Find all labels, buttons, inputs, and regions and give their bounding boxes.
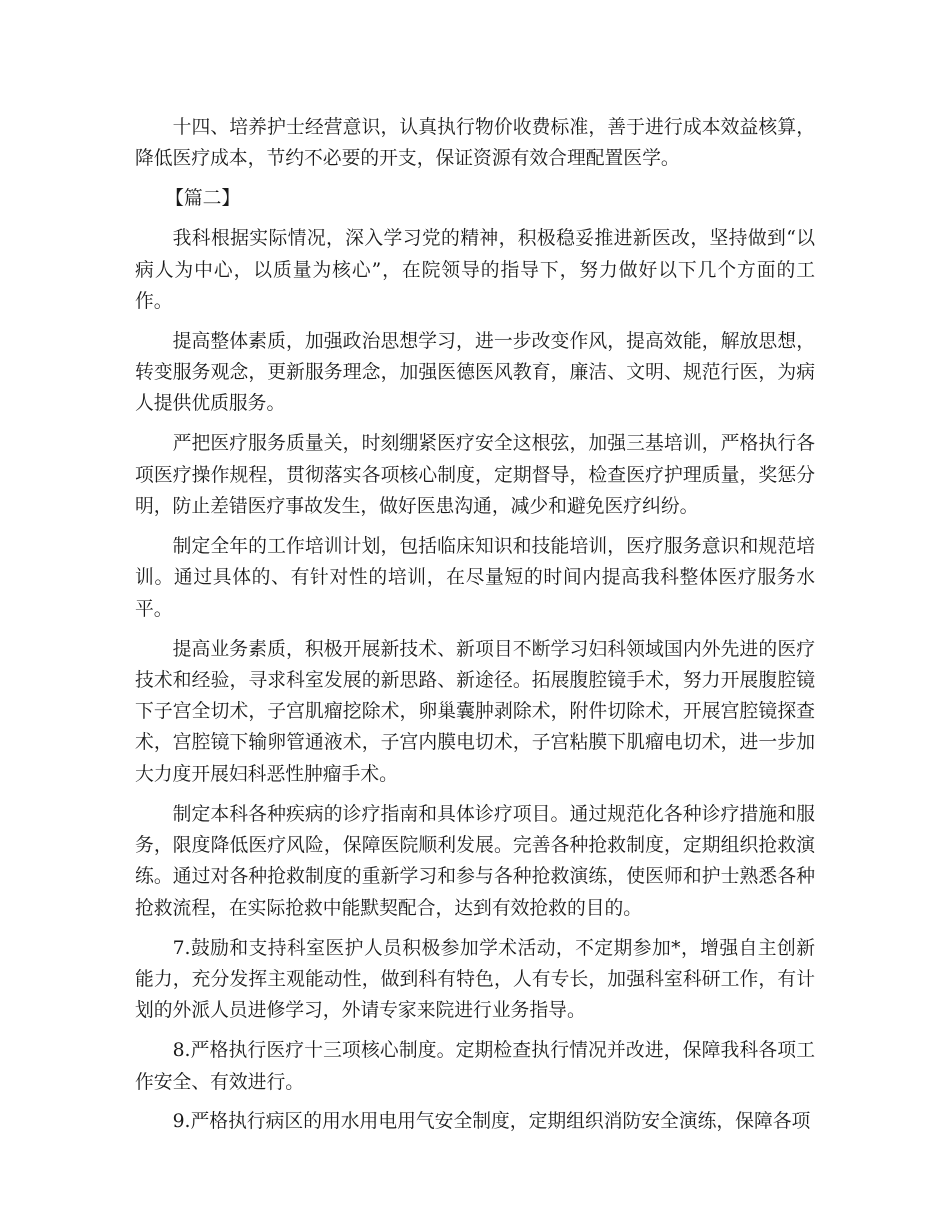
document-page xyxy=(135,112,815,1146)
section-heading-part-two: 【篇二】 xyxy=(165,188,241,210)
paragraph-training: 制定全年的工作培训计划，包括临床知识和技能培训，医疗服务意识和规范培训。通过具体的、有针对性的培训，在尽量短的时间内提高我科整体医疗服务水平。 xyxy=(135,536,815,620)
paragraph-quality: 提高整体素质，加强政治思想学习，进一步改变作风，提高效能，解放思想，转变服务观念，更新服务理念，加强医德医风教育，廉洁、文明、规范行医，为病人提供优质服务。 xyxy=(135,330,815,415)
paragraph-techniques: 提高业务素质，积极开展新技术、新项目不断学习妇科领域国内外先进的医疗技术和经验，寻求科室发展的新思路、新途径。拓展腹腔镜手术，努力开展腹腔镜下子宫全切术，子宫肌瘤挖除术，卵巢囊肿剥除术，附件切除术，开展宫腔镜探查术，宫腔镜下输卵管通液术，子宫内膜电切术，子宫粘膜下肌瘤电切术，进一步加大力度开展妇科恶性肿瘤手术。 xyxy=(135,638,815,785)
paragraph-intro: 我科根据实际情况，深入学习党的精神，积极稳妥推进新医改，坚持做到“以病人为中心，以质量为核心”，在院领导的指导下，努力做好以下几个方面的工作。 xyxy=(135,228,815,312)
paragraph-guidelines: 制定本科各种疾病的诊疗指南和具体诊疗项目。通过规范化各种诊疗措施和服务，限度降低医疗风险，保障医院顺利发展。完善各种抢救制度，定期组织抢救演练。通过对各种抢救制度的重新学习和参与各种抢救演练，使医师和护士熟悉各种抢救流程，在实际抢救中能默契配合，达到有效抢救的目的。 xyxy=(135,803,815,919)
paragraph-safety: 严把医疗服务质量关，时刻绷紧医疗安全这根弦，加强三基培训，严格执行各项医疗操作规程，贯彻落实各项核心制度，定期督导，检查医疗护理质量，奖惩分明，防止差错医疗事故发生，做好医患沟通，减少和避免医疗纠纷。 xyxy=(135,433,815,518)
paragraph-item-9: 9.严格执行病区的用水用电用气安全制度，定期组织消防安全演练，保障各项 xyxy=(172,1111,811,1133)
paragraph-item-8: 8.严格执行医疗十三项核心制度。定期检查执行情况并改进，保障我科各项工作安全、有效进行。 xyxy=(135,1040,815,1093)
paragraph-item-14: 十四、培养护士经营意识，认真执行物价收费标准，善于进行成本效益核算，降低医疗成本，节约不必要的开支，保证资源有效合理配置医学。 xyxy=(135,117,815,170)
paragraph-item-7: 7.鼓励和支持科室医护人员积极参加学术活动，不定期参加*，增强自主创新能力，充分发挥主观能动性，做到科有特色，人有专长，加强科室科研工作，有计划的外派人员进修学习，外请专家来院进行业务指导。 xyxy=(135,937,815,1022)
